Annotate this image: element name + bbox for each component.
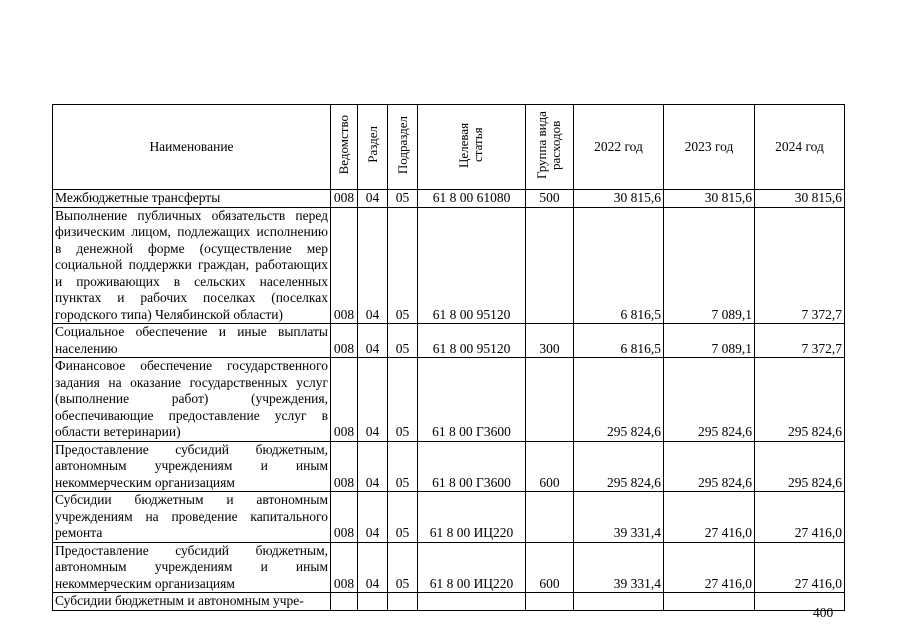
- row-dept: 008: [331, 542, 358, 593]
- row-target: 61 8 00 ИЦ220: [418, 492, 526, 543]
- budget-table: [52, 104, 845, 611]
- table-row-partial: [53, 593, 845, 611]
- header-target: [418, 105, 526, 190]
- row-2024: 295 824,6: [755, 441, 845, 492]
- row-dept: 008: [331, 207, 358, 324]
- row-name: Финансовое обеспечение государственного задания на оказание государственных услуг (выполнение работ) (учреждения, обеспечивающие предоставление услуг в области ветеринарии): [53, 358, 331, 442]
- row-group: 300: [526, 324, 574, 358]
- row-dept: 008: [331, 190, 358, 208]
- row-2023: 27 416,0: [664, 542, 755, 593]
- table-row: [53, 324, 845, 358]
- row-2022: 39 331,4: [574, 492, 664, 543]
- row-2024: 295 824,6: [755, 358, 845, 442]
- table-row: [53, 358, 845, 442]
- row-group: 500: [526, 190, 574, 208]
- row-2023: 7 089,1: [664, 324, 755, 358]
- row-target: 61 8 00 95120: [418, 324, 526, 358]
- row-target: 61 8 00 Г3600: [418, 358, 526, 442]
- header-section: [358, 105, 388, 190]
- header-2023: 2023 год: [664, 105, 755, 190]
- header-2024: 2024 год: [755, 105, 845, 190]
- row-group: 600: [526, 542, 574, 593]
- row-subsection: 05: [388, 358, 418, 442]
- row-dept: 008: [331, 441, 358, 492]
- table-row: [53, 441, 845, 492]
- header-group-label: Группа вида расходов: [533, 110, 563, 179]
- table-row: [53, 190, 845, 208]
- row-2022: 295 824,6: [574, 358, 664, 442]
- row-name: Субсидии бюджетным и автономным учре-: [53, 593, 331, 611]
- row-dept: 008: [331, 324, 358, 358]
- row-target: 61 8 00 95120: [418, 207, 526, 324]
- header-dept-label: Ведомство: [336, 115, 351, 175]
- row-2023: 30 815,6: [664, 190, 755, 208]
- row-name: Социальное обеспечение и иные выплаты населению: [53, 324, 331, 358]
- row-section: 04: [358, 441, 388, 492]
- row-2022: 6 816,5: [574, 324, 664, 358]
- row-subsection: 05: [388, 190, 418, 208]
- row-group: [526, 492, 574, 543]
- table-row: [53, 542, 845, 593]
- row-name: Предоставление субсидий бюджетным, автономным учреждениям и иным некоммерческим организациям: [53, 542, 331, 593]
- row-2024: 7 372,7: [755, 324, 845, 358]
- row-name: Предоставление субсидий бюджетным, автономным учреждениям и иным некоммерческим организациям: [53, 441, 331, 492]
- header-dept: [331, 105, 358, 190]
- row-target: 61 8 00 ИЦ220: [418, 542, 526, 593]
- row-2023: 295 824,6: [664, 441, 755, 492]
- row-section: 04: [358, 542, 388, 593]
- row-2024: 7 372,7: [755, 207, 845, 324]
- row-2022: 39 331,4: [574, 542, 664, 593]
- row-2022: 295 824,6: [574, 441, 664, 492]
- row-name: Выполнение публичных обязательств перед физическим лицом, подлежащих исполнению в денежной форме (осуществление мер социальной поддержки граждан, работающих и проживающих в сельских населенных пунктах и рабочих поселках (поселках городского типа) Челябинской области): [53, 207, 331, 324]
- row-subsection: 05: [388, 492, 418, 543]
- row-group: [526, 207, 574, 324]
- row-2024: 27 416,0: [755, 492, 845, 543]
- header-row: [53, 105, 845, 190]
- header-2022: 2022 год: [574, 105, 664, 190]
- row-group: 600: [526, 441, 574, 492]
- row-section: 04: [358, 492, 388, 543]
- row-group: [526, 358, 574, 442]
- row-2023: 7 089,1: [664, 207, 755, 324]
- row-name: Межбюджетные трансферты: [53, 190, 331, 208]
- row-target: 61 8 00 61080: [418, 190, 526, 208]
- row-subsection: 05: [388, 542, 418, 593]
- table-row: [53, 492, 845, 543]
- header-subsection: [388, 105, 418, 190]
- row-name: Субсидии бюджетным и автономным учреждениям на проведение капитального ремонта: [53, 492, 331, 543]
- row-2023: 27 416,0: [664, 492, 755, 543]
- table-row: [53, 207, 845, 324]
- row-section: 04: [358, 190, 388, 208]
- row-subsection: 05: [388, 324, 418, 358]
- row-2024: 27 416,0: [755, 542, 845, 593]
- row-dept: 008: [331, 492, 358, 543]
- header-subsection-label: Подраздел: [394, 115, 410, 174]
- row-2022: 6 816,5: [574, 207, 664, 324]
- row-section: 04: [358, 207, 388, 324]
- row-subsection: 05: [388, 207, 418, 324]
- row-section: 04: [358, 358, 388, 442]
- row-2023: 295 824,6: [664, 358, 755, 442]
- row-2022: 30 815,6: [574, 190, 664, 208]
- header-section-label: Раздел: [364, 126, 380, 164]
- row-target: 61 8 00 Г3600: [418, 441, 526, 492]
- row-2024: 30 815,6: [755, 190, 845, 208]
- row-dept: 008: [331, 358, 358, 442]
- header-target-label: Целевая статья: [455, 122, 485, 168]
- page-number: 400: [813, 605, 834, 620]
- row-section: 04: [358, 324, 388, 358]
- row-subsection: 05: [388, 441, 418, 492]
- header-name: Наименование: [53, 105, 331, 190]
- header-group: [526, 105, 574, 190]
